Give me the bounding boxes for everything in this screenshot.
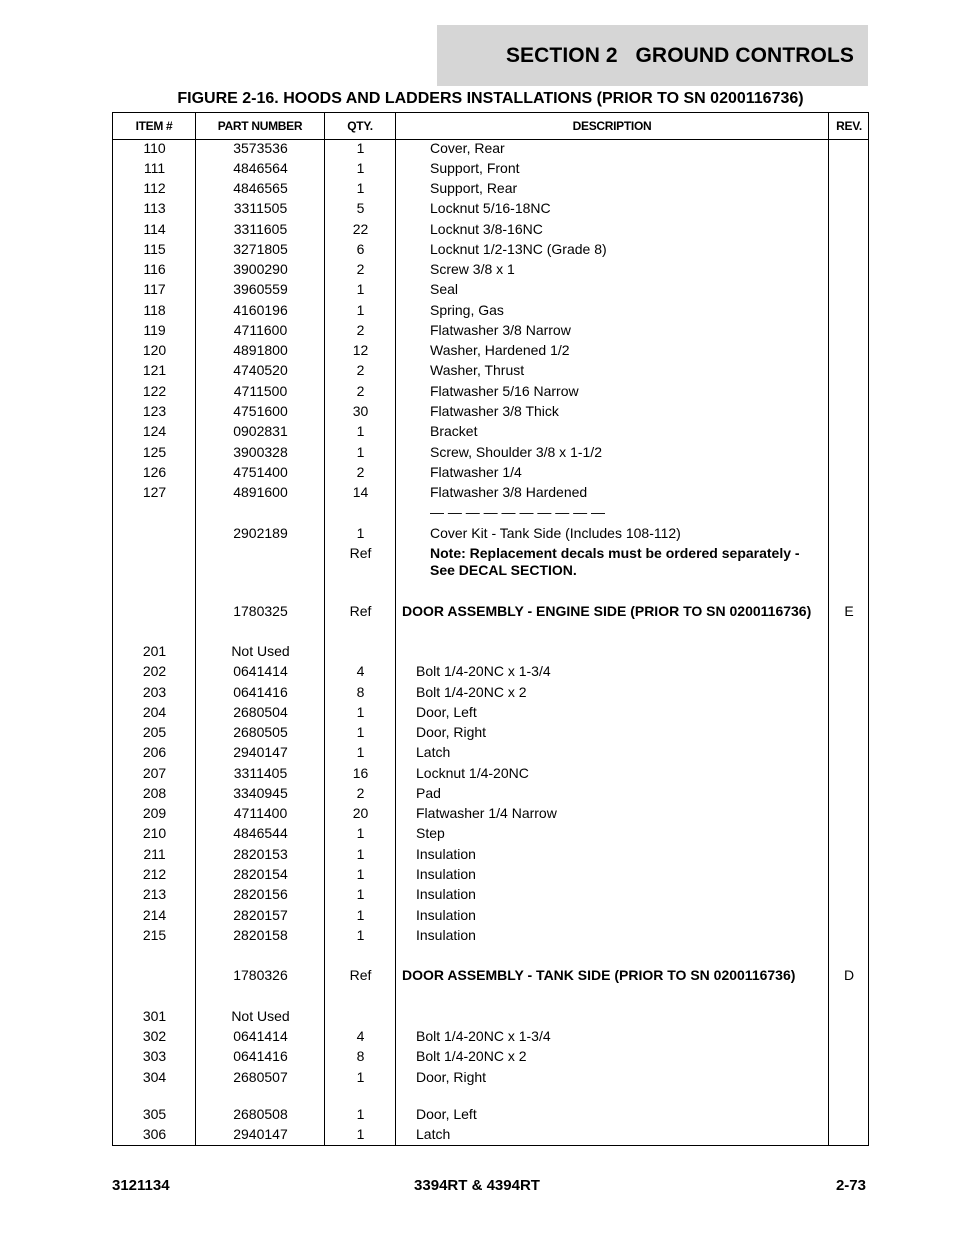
description: Insulation <box>416 866 476 882</box>
description: Insulation <box>416 846 476 862</box>
part-number: 3960559 <box>233 281 288 297</box>
description: Door, Left <box>416 704 477 720</box>
part-number: 2680505 <box>233 724 288 740</box>
quantity: 2 <box>356 362 365 378</box>
item-number: 120 <box>142 342 167 358</box>
description: Insulation <box>416 907 476 923</box>
part-number: 2940147 <box>233 744 288 760</box>
part-number: 1780326 <box>233 967 288 983</box>
part-number: 4751600 <box>233 403 288 419</box>
description: Note: Replacement decals must be ordered separately - See DECAL SECTION. <box>430 545 800 578</box>
revision: E <box>844 603 854 619</box>
item-number: 127 <box>142 484 167 500</box>
part-number: 2820156 <box>233 886 288 902</box>
quantity: Ref <box>349 545 372 561</box>
header-part-number: PART NUMBER <box>217 119 303 133</box>
quantity: 1 <box>356 744 365 760</box>
description: Spring, Gas <box>430 302 504 318</box>
item-number: 211 <box>143 846 166 862</box>
description: Cover Kit - Tank Side (Includes 108-112) <box>430 525 681 541</box>
description: Insulation <box>416 927 476 943</box>
description: Support, Front <box>430 160 520 176</box>
quantity: 1 <box>356 1106 365 1122</box>
quantity: 4 <box>356 1028 365 1044</box>
quantity: 8 <box>356 684 365 700</box>
item-number: 303 <box>142 1048 167 1064</box>
quantity: 2 <box>356 383 365 399</box>
part-number: 4846565 <box>233 180 288 196</box>
part-number: 4740520 <box>233 362 288 378</box>
item-number: 205 <box>142 724 167 740</box>
quantity: 1 <box>356 704 365 720</box>
part-number: 4711500 <box>233 383 288 399</box>
quantity: 4 <box>356 663 365 679</box>
part-number: 2680504 <box>233 704 288 720</box>
part-number: 4160196 <box>233 302 288 318</box>
item-number: 209 <box>142 805 167 821</box>
part-number: 4891800 <box>233 342 288 358</box>
description: Bracket <box>430 423 478 439</box>
part-number: 3340945 <box>233 785 288 801</box>
description: Latch <box>416 744 451 760</box>
part-number: 2820153 <box>233 846 288 862</box>
description: Cover, Rear <box>430 140 505 156</box>
item-number: 118 <box>143 302 166 318</box>
quantity: 1 <box>356 907 365 923</box>
part-number: 2820158 <box>233 927 288 943</box>
part-number: 0641416 <box>233 1048 288 1064</box>
item-number: 203 <box>142 684 167 700</box>
quantity: 1 <box>356 302 365 318</box>
footer-model: 3394RT & 4394RT <box>414 1177 540 1194</box>
quantity: 1 <box>356 160 365 176</box>
item-number: 111 <box>143 160 166 176</box>
part-number: Not Used <box>231 643 290 659</box>
quantity: 1 <box>356 1069 365 1085</box>
description: Screw 3/8 x 1 <box>430 261 515 277</box>
item-number: 304 <box>142 1069 167 1085</box>
description: Latch <box>416 1126 451 1142</box>
header-rev: REV. <box>836 119 862 133</box>
part-number: 2820154 <box>233 866 288 882</box>
item-number: 305 <box>142 1106 167 1122</box>
part-number: 3271805 <box>233 241 288 257</box>
description: Door, Left <box>416 1106 477 1122</box>
item-number: 124 <box>142 423 167 439</box>
item-number: 302 <box>142 1028 167 1044</box>
quantity: 1 <box>356 525 365 541</box>
description: Seal <box>430 281 459 297</box>
header-qty: QTY. <box>347 119 373 133</box>
part-number: 0641414 <box>233 663 288 679</box>
description: Bolt 1/4-20NC x 1-3/4 <box>416 663 551 679</box>
description: Locknut 1/4-20NC <box>416 765 529 781</box>
item-number: 206 <box>142 744 167 760</box>
description: Flatwasher 3/8 Hardened <box>430 484 588 500</box>
item-number: 123 <box>142 403 167 419</box>
description: Flatwasher 5/16 Narrow <box>430 383 579 399</box>
quantity: 12 <box>352 342 369 358</box>
quantity: 1 <box>356 927 365 943</box>
quantity: 1 <box>356 423 365 439</box>
description: Pad <box>416 785 441 801</box>
description: Flatwasher 3/8 Narrow <box>430 322 571 338</box>
item-number: 208 <box>142 785 167 801</box>
section-title: SECTION 2 GROUND CONTROLS <box>505 43 854 67</box>
item-number: 119 <box>143 322 166 338</box>
footer-page-number: 2-73 <box>835 1177 866 1194</box>
item-number: 215 <box>142 927 167 943</box>
description: Washer, Thrust <box>430 362 525 378</box>
description: — — — — — — — — — — <box>430 504 606 520</box>
part-number: 0641416 <box>233 684 288 700</box>
item-number: 116 <box>143 261 166 277</box>
quantity: 30 <box>352 403 369 419</box>
description: Locknut 3/8-16NC <box>430 221 543 237</box>
quantity: 16 <box>352 765 369 781</box>
quantity: 20 <box>352 805 369 821</box>
revision: D <box>843 967 855 983</box>
description: Flatwasher 1/4 Narrow <box>416 805 557 821</box>
part-number: 3900328 <box>233 444 288 460</box>
quantity: 1 <box>356 846 365 862</box>
parts-table <box>112 112 869 1146</box>
description: Bolt 1/4-20NC x 2 <box>416 684 527 700</box>
item-number: 204 <box>142 704 167 720</box>
part-number: 2820157 <box>233 907 288 923</box>
quantity: 1 <box>356 866 365 882</box>
part-number: 4846544 <box>233 825 288 841</box>
quantity: 1 <box>356 140 365 156</box>
part-number: 3900290 <box>233 261 288 277</box>
quantity: 22 <box>352 221 369 237</box>
quantity: 1 <box>356 444 365 460</box>
item-number: 112 <box>143 180 166 196</box>
description: Bolt 1/4-20NC x 2 <box>416 1048 527 1064</box>
part-number: 2902189 <box>233 525 288 541</box>
description: DOOR ASSEMBLY - ENGINE SIDE (PRIOR TO SN 0200116736) <box>402 603 812 619</box>
item-number: 212 <box>142 866 167 882</box>
item-number: 125 <box>142 444 167 460</box>
quantity: 5 <box>356 200 365 216</box>
item-number: 110 <box>143 140 166 156</box>
footer-doc-number: 3121134 <box>112 1177 170 1194</box>
item-number: 121 <box>142 362 167 378</box>
header-item: ITEM # <box>135 119 173 133</box>
quantity: 1 <box>356 724 365 740</box>
item-number: 301 <box>142 1008 167 1024</box>
quantity: 8 <box>356 1048 365 1064</box>
item-number: 214 <box>142 907 167 923</box>
quantity: 1 <box>356 825 365 841</box>
description: Bolt 1/4-20NC x 1-3/4 <box>416 1028 551 1044</box>
section-header <box>437 25 868 86</box>
quantity: 14 <box>352 484 369 500</box>
item-number: 202 <box>142 663 167 679</box>
item-number: 201 <box>142 643 167 659</box>
item-number: 113 <box>143 200 166 216</box>
part-number: 3573536 <box>233 140 288 156</box>
part-number: 4891600 <box>233 484 288 500</box>
description: Locknut 5/16-18NC <box>430 200 551 216</box>
quantity: 2 <box>356 261 365 277</box>
part-number: 2680508 <box>233 1106 288 1122</box>
part-number: 1780325 <box>233 603 288 619</box>
quantity: 1 <box>356 1126 365 1142</box>
item-number: 210 <box>142 825 167 841</box>
description: Step <box>416 825 445 841</box>
part-number: 0902831 <box>233 423 288 439</box>
part-number: 2680507 <box>233 1069 288 1085</box>
figure-title: FIGURE 2-16. HOODS AND LADDERS INSTALLATIONS (PRIOR TO SN 0200116736) <box>177 90 804 107</box>
quantity: 2 <box>356 464 365 480</box>
description: Door, Right <box>416 1069 487 1085</box>
quantity: 1 <box>356 180 365 196</box>
description: Support, Rear <box>430 180 518 196</box>
header-description: DESCRIPTION <box>572 119 652 133</box>
part-number: 3311505 <box>233 200 288 216</box>
item-number: 115 <box>143 241 166 257</box>
part-number: 4711400 <box>233 805 288 821</box>
column-divider <box>828 113 829 1145</box>
part-number: Not Used <box>231 1008 290 1024</box>
part-number: 4846564 <box>233 160 288 176</box>
quantity: Ref <box>349 967 372 983</box>
item-number: 126 <box>142 464 167 480</box>
quantity: 1 <box>356 281 365 297</box>
description: Washer, Hardened 1/2 <box>430 342 570 358</box>
part-number: 4711600 <box>233 322 288 338</box>
quantity: 2 <box>356 785 365 801</box>
part-number: 0641414 <box>233 1028 288 1044</box>
quantity: 2 <box>356 322 365 338</box>
item-number: 114 <box>143 221 166 237</box>
description: Insulation <box>416 886 476 902</box>
item-number: 213 <box>142 886 167 902</box>
item-number: 306 <box>142 1126 167 1142</box>
part-number: 3311405 <box>233 765 288 781</box>
part-number: 3311605 <box>233 221 288 237</box>
description: Screw, Shoulder 3/8 x 1-1/2 <box>430 444 602 460</box>
description: Flatwasher 1/4 <box>430 464 522 480</box>
description: Locknut 1/2-13NC (Grade 8) <box>430 241 607 257</box>
description: DOOR ASSEMBLY - TANK SIDE (PRIOR TO SN 0200116736) <box>402 967 796 983</box>
quantity: 1 <box>356 886 365 902</box>
part-number: 4751400 <box>233 464 288 480</box>
description: Flatwasher 3/8 Thick <box>430 403 559 419</box>
item-number: 122 <box>142 383 167 399</box>
part-number: 2940147 <box>233 1126 288 1142</box>
item-number: 117 <box>143 281 166 297</box>
item-number: 207 <box>142 765 167 781</box>
quantity: Ref <box>349 603 372 619</box>
quantity: 6 <box>356 241 365 257</box>
description: Door, Right <box>416 724 487 740</box>
